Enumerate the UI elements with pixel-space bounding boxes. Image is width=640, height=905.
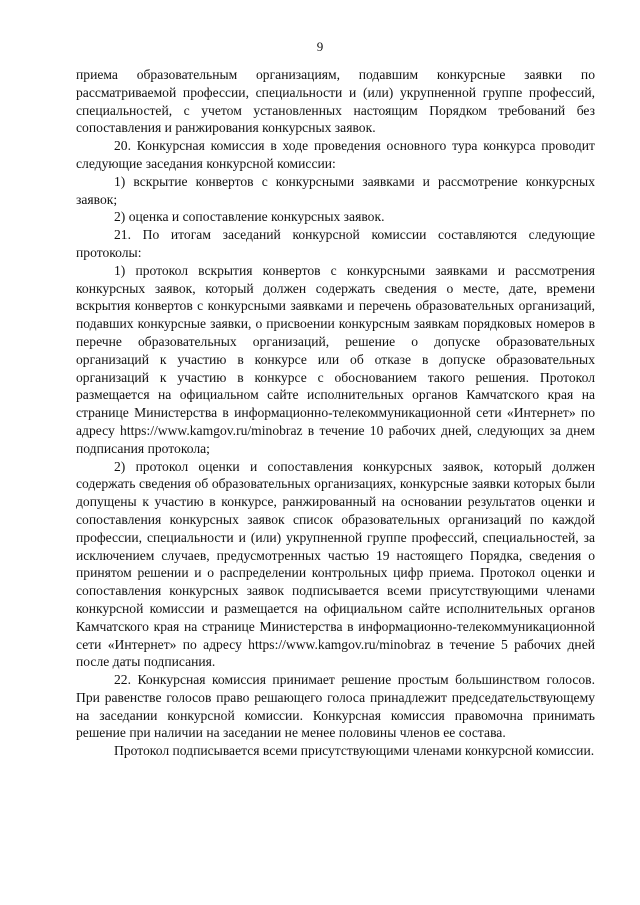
page-number: 9 <box>316 39 324 54</box>
paragraph-continuation: приема образовательным организациям, подавшим конкурсные заявки по рассматриваемой профессии, специальности и (или) укрупненной группе профессий, специальностей, с учетом установленных настоящим Порядком требований без сопоставления и ранжирования конкурсных заявок. <box>76 67 595 136</box>
document-body <box>76 66 595 760</box>
paragraph-protocol-signing: Протокол подписывается всеми присутствующими членами конкурсной комиссии. <box>114 743 595 759</box>
paragraph-item-21: 21. По итогам заседаний конкурсной комиссии составляются следующие протоколы: <box>76 227 595 260</box>
paragraph-subitem-21-1: 1) протокол вскрытия конвертов с конкурсными заявками и рассмотрения конкурсных заявок, который должен содержать сведения о месте, дате, времени вскрытия конвертов с конкурсными заявками и перечень образовательных организаций, подавших конкурсные заявки, о присвоении конкурсным заявкам порядковых номеров в перечне образовательных организаций, решение о допуске образовательных организаций к участию в конкурсе или об отказе в допуске образовательных организаций к участию в конкурсе с обоснованием такого решения. Протокол размещается на официальном сайте исполнительных органов Камчатского края на странице Министерства в информационно-телекоммуникационной сети «Интернет» по адресу https://www.kamgov.ru/minobraz в течение 10 рабочих дней, следующих за днем подписания протокола; <box>76 262 595 456</box>
paragraph-subitem-20-2: 2) оценка и сопоставление конкурсных заявок. <box>114 209 385 225</box>
paragraph-item-22: 22. Конкурсная комиссия принимает решение простым большинством голосов. При равенстве голосов право решающего голоса принадлежит председательствующему на заседании конкурсной комиссии. Конкурсная комиссия правомочна принимать решение при наличии на заседании не менее половины членов ее состава. <box>76 672 595 741</box>
paragraph-item-20: 20. Конкурсная комиссия в ходе проведения основного тура конкурса проводит следующие заседания конкурсной комиссии: <box>76 138 595 171</box>
paragraph-subitem-21-2: 2) протокол оценки и сопоставления конкурсных заявок, который должен содержать сведения об образовательных организациях, конкурсные заявки которых были допущены к участию в конкурсе, ранжированный на основании результатов оценки и сопоставления конкурсных заявок список образовательных организаций по каждой профессии, специальности и (или) укрупненной группе профессий, специальностей, за исключением случаев, предусмотренных частью 19 настоящего Порядка, сведения о принятом решении и о распределении контрольных цифр приема. Протокол оценки и сопоставления конкурсных заявок подписывается всеми присутствующими членами конкурсной комиссии и размещается на официальном сайте исполнительных органов Камчатского края на странице Министерства в информационно-телекоммуникационной сети «Интернет» по адресу https://www.kamgov.ru/minobraz в течение 5 рабочих дней после даты подписания. <box>76 458 595 670</box>
paragraph-subitem-20-1: 1) вскрытие конвертов с конкурсными заявками и рассмотрение конкурсных заявок; <box>76 173 595 207</box>
